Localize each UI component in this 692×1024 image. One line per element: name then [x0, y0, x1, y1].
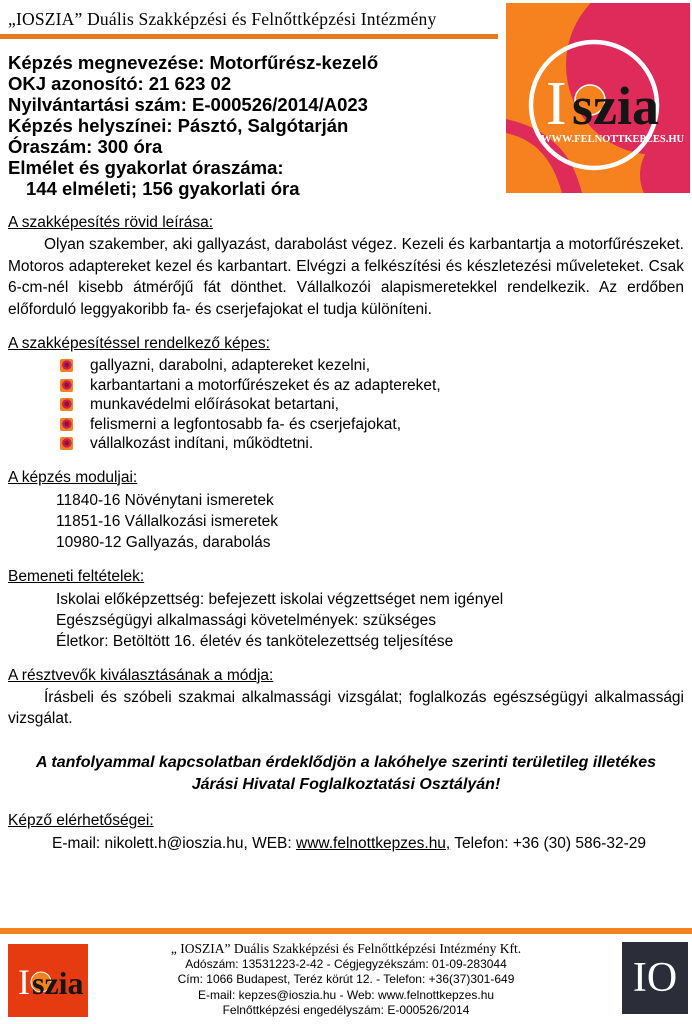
section-modules: [8, 469, 684, 553]
section-skills: [8, 335, 684, 454]
ioszia-bullet-icon: [60, 359, 73, 372]
footer: [0, 928, 692, 1024]
footer-address-line: Cím: 1066 Budapest, Teréz körút 12. - Telefon: +36(37)301-649: [177, 972, 515, 986]
course-registry-number: Nyilvántartási szám: E-000526/2014/A023: [8, 94, 368, 115]
footer-logo-letters-szia: szia: [32, 965, 84, 1001]
description-heading: A szakképesítés rövid leírása:: [8, 214, 214, 231]
section-contact: [8, 812, 684, 854]
skills-list: [60, 356, 684, 454]
entry-heading: Bemeneti feltételek:: [8, 567, 145, 585]
module-item: 11851-16 Vállalkozási ismeretek: [56, 512, 278, 530]
contact-phone-text: Telefon: +36 (30) 586-32-29: [450, 834, 647, 852]
modules-list: [56, 490, 684, 553]
module-item: 11840-16 Növénytani ismeretek: [56, 491, 274, 509]
module-item: 10980-12 Gallyazás, darabolás: [56, 533, 271, 551]
logo-letters-szia: szia: [572, 76, 659, 136]
skill-text: munkavédelmi előírásokat betartani,: [90, 396, 339, 413]
page-title: „IOSZIA” Duális Szakképzési és Felnőttképzési Intézmény: [8, 9, 437, 29]
entry-list: [56, 589, 684, 652]
contact-email-text: E-mail: nikolett.h@ioszia.hu, WEB:: [52, 834, 297, 852]
modules-heading: A képzés moduljai:: [8, 468, 138, 486]
district-office-notice: A tanfolyammal kapcsolatban érdeklődjön a lakóhelye szerinti területileg illetékes Járási Hivatal Foglalkoztatási Osztályán!: [35, 753, 657, 793]
footer-company-block: [96, 941, 596, 1019]
footer-tax-line: Adószám: 13531223-2-42 - Cégjegyzékszám: 01-09-283044: [185, 956, 507, 971]
skill-text: vállalkozást indítani, működtetni.: [90, 435, 314, 452]
ioszia-logo-icon: [506, 3, 690, 193]
list-item: [60, 434, 684, 454]
entry-item: Egészségügyi alkalmassági követelmények: szükséges: [56, 611, 436, 629]
footer-email-line: E-mail: kepzes@ioszia.hu - Web: www.felnottkepzes.hu: [197, 987, 495, 1002]
footer-logo-letter-i: I: [18, 962, 30, 1002]
ioszia-bullet-icon: [60, 418, 73, 431]
skill-text: karbantartani a motorfűrészeket és az adaptereket,: [90, 376, 441, 394]
skill-text: felismerni a legfontosabb fa- és cserjefajokat,: [90, 415, 402, 433]
io-logo-letters: IO: [632, 955, 678, 1001]
logo-letter-i: I: [546, 70, 567, 138]
list-item: [60, 356, 684, 376]
list-item: [60, 415, 684, 435]
ioszia-bullet-icon: [60, 398, 73, 411]
io-footer-logo-icon: [622, 942, 688, 1014]
footer-license-line: Felnőttképzési engedélyszám: E-000526/2014: [222, 1003, 470, 1017]
course-locations: Képzés helyszínei: Pásztó, Salgótarján: [8, 115, 349, 136]
list-item: [60, 395, 684, 415]
skill-text: gallyazni, darabolni, adaptereket kezelni,: [90, 357, 371, 374]
footer-divider: [0, 928, 692, 934]
course-name: Képzés megnevezése: Motorfűrész-kezelő: [8, 52, 379, 73]
section-selection: [8, 667, 684, 730]
course-hours-detail: 144 elméleti; 156 gyakorlati óra: [26, 178, 300, 199]
ioszia-bullet-icon: [60, 379, 73, 392]
list-item: [60, 376, 684, 396]
contact-heading: Képző elérhetőségei:: [8, 811, 154, 829]
ioszia-bullet-icon: [60, 437, 73, 450]
course-hours-split: Elmélet és gyakorlat óraszáma:: [8, 157, 284, 178]
title-divider: [0, 34, 498, 39]
section-description: [8, 214, 684, 320]
contact-web-link[interactable]: www.felnottkepzes.hu,: [296, 834, 451, 852]
skills-heading: A szakképesítéssel rendelkező képes:: [8, 335, 270, 352]
entry-item: Életkor: Betöltött 16. életév és tankötelezettség teljesítése: [56, 632, 454, 650]
course-okj-id: OKJ azonosító: 21 623 02: [8, 73, 232, 94]
ioszia-footer-logo-icon: [8, 944, 88, 1017]
description-paragraph: Olyan szakember, aki gallyazást, darabolást végez. Kezeli és karbantartja a motorfűrészeket. Motoros adaptereket kezel és karbantart. Elvégzi a felkészítési és készletezési műveleteket. Csak 6-cm-nél kisebb átmérőjű fát dönthet. Vállalkozói alapismeretekkel rendelkezik. Az erdőben előforduló leggyakoribb fa- és cserjefajokat el tudja különíteni.: [8, 236, 684, 318]
footer-company-name: „ IOSZIA” Duális Szakképzési és Felnőttképzési Intézmény Kft.: [170, 941, 522, 956]
course-hours: Óraszám: 300 óra: [8, 136, 163, 157]
selection-paragraph: Írásbeli és szóbeli szakmai alkalmassági vizsgálat; foglalkozás egészségügyi alkalmassági vizsgálat.: [8, 688, 684, 727]
contact-line: [52, 833, 684, 854]
selection-heading: A résztvevők kiválasztásának a módja:: [8, 666, 274, 684]
logo-url-text: WWW.FELNOTTKEPZES.HU: [541, 134, 685, 145]
entry-item: Iskolai előképzettség: befejezett iskolai végzettséget nem igényel: [56, 590, 504, 608]
section-entry-requirements: [8, 568, 684, 652]
